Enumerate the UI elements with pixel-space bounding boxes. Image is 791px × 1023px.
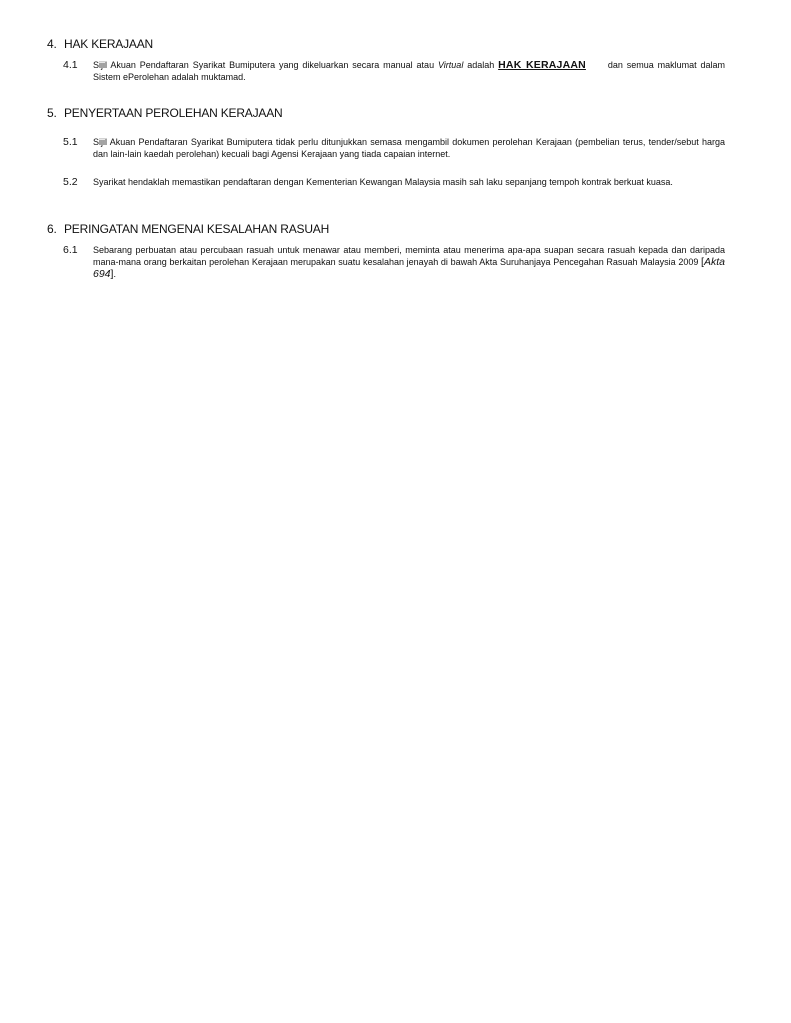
item-4-1-text — [93, 59, 725, 83]
section-5-title: PENYERTAAN PEROLEHAN KERAJAAN — [64, 106, 283, 120]
item-4-1-virtual: Virtual — [437, 60, 464, 70]
item-5-2-text: Syarikat hendaklah memastikan pendaftaran dengan Kementerian Kewangan Malaysia masih sah laku sepanjang tempoh kontrak berkuat kuasa. — [93, 177, 673, 187]
item-4-1-text-b: adalah — [467, 60, 495, 70]
item-4-1-text-a: Sijil Akuan Pendaftaran Syarikat Bumiputera yang dikeluarkan secara manual atau — [93, 60, 435, 70]
section-5-heading — [47, 106, 283, 120]
section-6-title: PERINGATAN MENGENAI KESALAHAN RASUAH — [64, 222, 330, 236]
item-6-1-end: . — [113, 269, 116, 279]
item-4-1-text-c: dan semua maklumat dalam Sistem ePerolehan adalah muktamad. — [93, 60, 725, 82]
item-4-1-number: 4.1 — [63, 59, 78, 71]
item-6-1-number: 6.1 — [63, 244, 78, 256]
item-6-1-text-a: Sebarang perbuatan atau percubaan rasuah untuk menawar atau memberi, meminta atau menerima apa-apa suapan secara rasuah kepada dan daripada mana-mana orang berkaitan perolehan Kerajaan merupakan suatu kesalahan jenayah di bawah Akta Suruhanjaya Pencegahan Rasuah Malaysia 2009 — [93, 245, 725, 267]
item-6-1-act-reference: Akta 694 — [93, 256, 725, 280]
section-5-number: 5. — [47, 106, 57, 120]
item-6-1-text — [93, 244, 725, 280]
item-6-1-bracket-open: [ — [701, 256, 704, 268]
item-6-1-bracket-close: ] — [110, 268, 114, 280]
section-4-number: 4. — [47, 37, 57, 51]
item-5-1-number: 5.1 — [63, 136, 78, 148]
item-5-1-text: Sijil Akuan Pendaftaran Syarikat Bumiputera tidak perlu ditunjukkan semasa mengambil dokumen perolehan Kerajaan (pembelian terus, tender/sebut harga dan lain-lain kaedah perolehan) kecuali bagi Agensi Kerajaan yang tiada capaian internet. — [93, 137, 725, 159]
section-4-title: HAK KERAJAAN — [64, 37, 153, 51]
section-4-heading — [47, 37, 153, 51]
item-4-1-emphasis: HAK KERAJAAN — [498, 59, 586, 71]
section-6-number: 6. — [47, 222, 57, 236]
section-6-heading — [47, 222, 329, 236]
item-5-2-number: 5.2 — [63, 176, 78, 188]
